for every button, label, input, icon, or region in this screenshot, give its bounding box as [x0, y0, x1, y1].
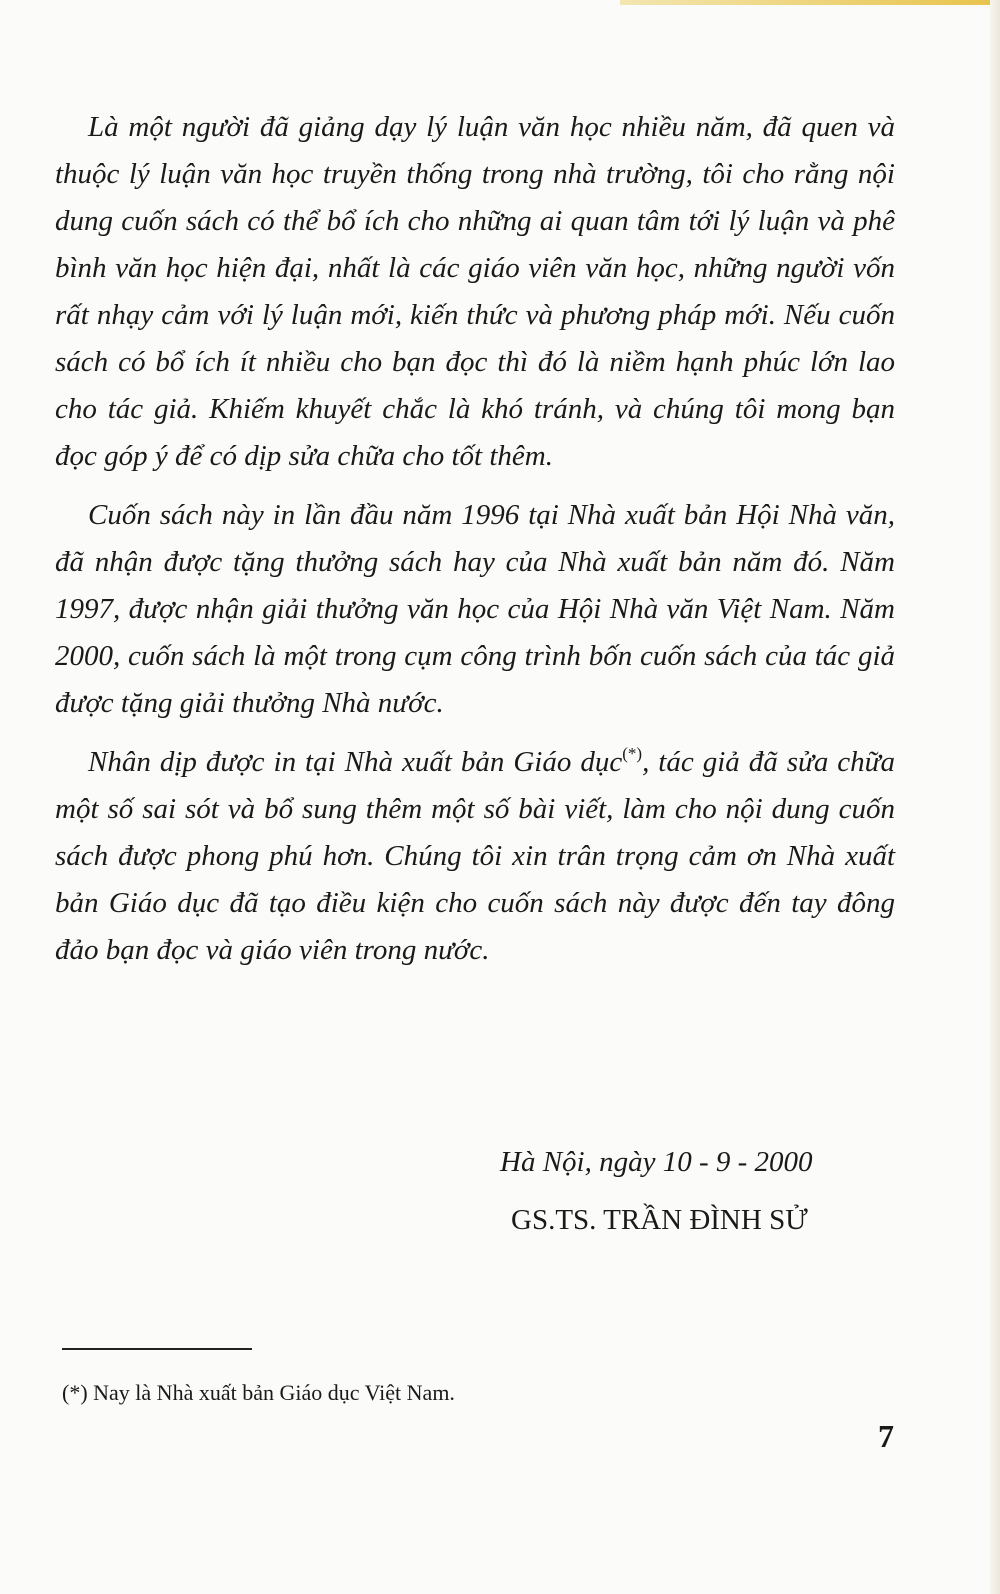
body-text [55, 104, 895, 986]
paragraph-3-rest: , tác giả đã sửa chữa một số sai sót và bổ sung thêm một số bài viết, làm cho nội dung cuốn sách được phong phú hơn. Chúng tôi xin trân trọng cảm ơn Nhà xuất bản Giáo dục đã tạo điều kiện cho cuốn sách này được đến tay đông đảo bạn đọc và giáo viên trong nước. [55, 746, 896, 966]
page-number: 7 [878, 1418, 894, 1454]
page-edge-shadow [990, 0, 1000, 1594]
paragraph-3-lead: Nhân dịp được in tại Nhà xuất bản Giáo dục [88, 746, 623, 778]
footnote-text: (*) Nay là Nhà xuất bản Giáo dục Việt Nam. [62, 1380, 455, 1405]
footnote-divider [62, 1348, 252, 1350]
footnote-mark: (*) [622, 744, 643, 763]
paragraph-2: Cuốn sách này in lần đầu năm 1996 tại Nhà xuất bản Hội Nhà văn, đã nhận được tặng thưởng sách hay của Nhà xuất bản năm đó. Năm 1997, được nhận giải thưởng văn học của Hội Nhà văn Việt Nam. Năm 2000, cuốn sách là một trong cụm công trình bốn cuốn sách của tác giả được tặng giải thưởng Nhà nước. [55, 499, 895, 719]
page-edge-highlight [620, 0, 1000, 5]
paragraph-3 [55, 739, 895, 974]
paragraph-1: Là một người đã giảng dạy lý luận văn học nhiều năm, đã quen và thuộc lý luận văn học truyền thống trong nhà trường, tôi cho rằng nội dung cuốn sách có thể bổ ích cho những ai quan tâm tới lý luận và phê bình văn học hiện đại, nhất là các giáo viên văn học, những người vốn rất nhạy cảm với lý luận mới, kiến thức và phương pháp mới. Nếu cuốn sách có bổ ích ít nhiều cho bạn đọc thì đó là niềm hạnh phúc lớn lao cho tác giả. Khiếm khuyết chắc là khó tránh, và chúng tôi mong bạn đọc góp ý để có dịp sửa chữa cho tốt thêm. [55, 111, 895, 472]
signature-place-date: Hà Nội, ngày 10 - 9 - 2000 [500, 1146, 813, 1178]
signature-author: GS.TS. TRẦN ĐÌNH SỬ [511, 1204, 808, 1236]
